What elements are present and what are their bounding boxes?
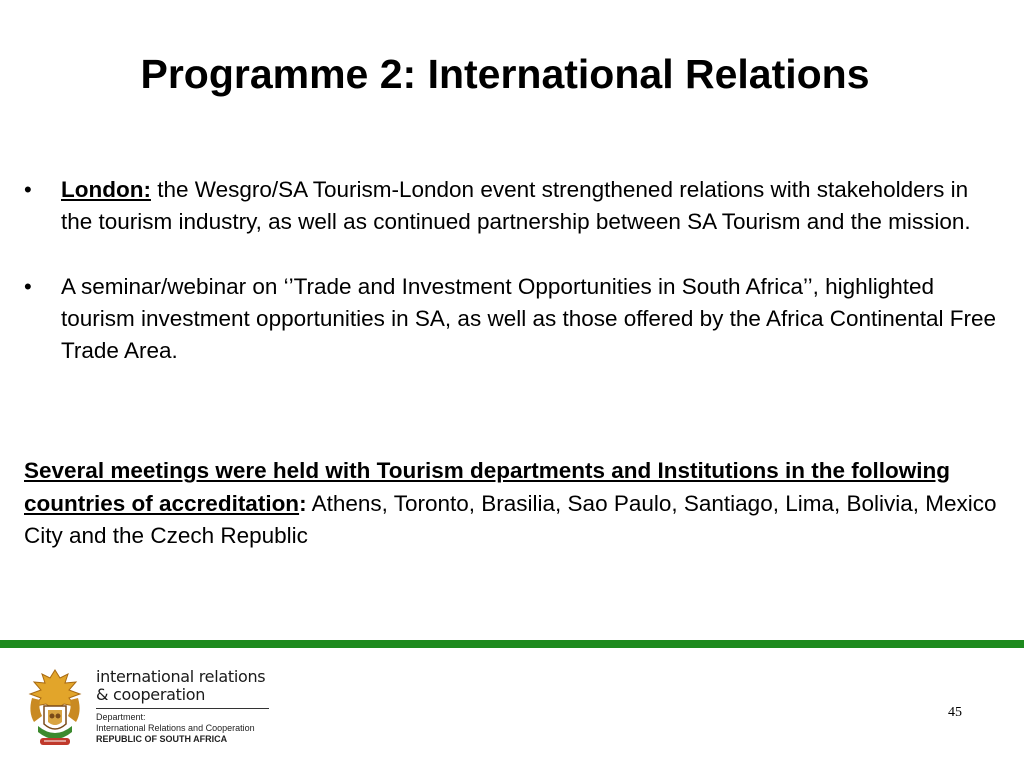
- bullet-item-london: [24, 174, 1004, 237]
- brand-line-2: & cooperation: [96, 685, 206, 704]
- brand-line-1: international relations: [96, 667, 266, 686]
- bullet-item-seminar: [24, 271, 1004, 367]
- slide-title: Programme 2: International Relations: [140, 51, 870, 97]
- dept-label: Department:: [96, 712, 146, 722]
- brand-divider: [96, 708, 269, 709]
- summary-colon: :: [299, 490, 307, 516]
- bullet-lead: London:: [61, 177, 151, 202]
- country-name: REPUBLIC OF SOUTH AFRICA: [96, 734, 228, 744]
- bullet-list: [24, 174, 1004, 401]
- summary-paragraph: [24, 455, 1004, 553]
- footer-brand: [96, 668, 269, 745]
- page-number: 45: [948, 705, 962, 720]
- dept-name: International Relations and Cooperation: [96, 723, 255, 733]
- bullet-dot-icon: •: [24, 177, 32, 202]
- summary-text: Athens, Toronto, Brasilia, Sao Paulo, Santiago, Lima, Bolivia, Mexico City and the Czech Republic: [24, 490, 997, 548]
- footer-divider-bar: [0, 640, 1024, 648]
- bullet-dot-icon: •: [24, 274, 32, 299]
- bullet-text: the Wesgro/SA Tourism-London event strengthened relations with stakeholders in the tourism industry, as well as continued partnership between SA Tourism and the mission.: [61, 177, 971, 234]
- bullet-text: A seminar/webinar on ‘’Trade and Investment Opportunities in South Africa’’, highlighted tourism investment opportunities in SA, as well as those offered by the Africa Continental Free Trade Area.: [61, 274, 997, 363]
- coat-of-arms-icon: [24, 668, 86, 750]
- summary-lead: Several meetings were held with Tourism departments and Institutions in the following countries of accreditation: [24, 458, 950, 516]
